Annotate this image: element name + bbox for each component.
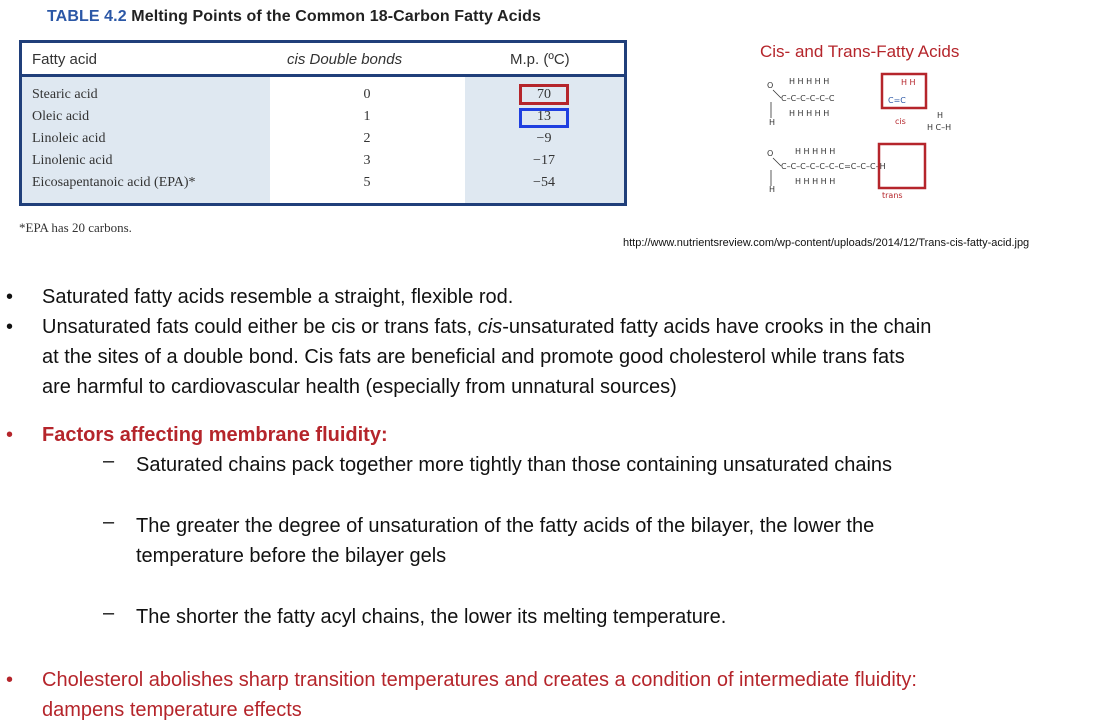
- top-h-row: H H H H H: [789, 77, 830, 86]
- cis-h: H H: [901, 78, 916, 87]
- header-melting-point: M.p. (ºC): [510, 51, 570, 68]
- bottom-h-row: H H H H H: [789, 109, 830, 118]
- bullet-unsaturated-line2: at the sites of a double bond. Cis fats are beneficial and promote good cholesterol while trans fats: [42, 346, 905, 368]
- oxygen-label: O: [767, 149, 774, 158]
- oxygen-label: O: [767, 81, 774, 90]
- dash-marker: –: [103, 602, 115, 624]
- melting-point: −9: [536, 131, 552, 146]
- figure-source-url: http://www.nutrientsreview.com/wp-content/uploads/2014/12/Trans-cis-fatty-acid.jpg: [623, 237, 1030, 249]
- bullet-unsaturated: [42, 312, 1102, 402]
- figure-title: Cis- and Trans-Fatty Acids: [760, 42, 960, 61]
- trans-label: trans: [882, 191, 903, 200]
- table-title: [47, 8, 541, 26]
- cholesterol-line2: dampens temperature effects: [42, 699, 302, 721]
- double-bond-count: 0: [363, 87, 371, 102]
- table-footnote: *EPA has 20 carbons.: [19, 220, 132, 235]
- cis-double-bond: C=C: [888, 96, 906, 105]
- highlight-box-blue: [519, 108, 569, 128]
- double-bond-count: 3: [363, 153, 371, 168]
- table-number: TABLE 4.2: [47, 8, 127, 25]
- melting-point: 70: [537, 87, 551, 102]
- sub-bullet-saturated-chains: Saturated chains pack together more tightly than those containing unsaturated chains: [136, 454, 893, 476]
- cis-label: cis: [895, 117, 906, 126]
- hydrogen-label: H: [769, 185, 776, 194]
- double-bond-count: 1: [363, 109, 371, 124]
- cis-tail: H C–H: [927, 123, 952, 132]
- cholesterol-line1: Cholesterol abolishes sharp transition temperatures and creates a condition of intermediate fluidity:: [42, 669, 917, 691]
- fatty-acid-name: Eicosapentanoic acid (EPA)*: [32, 175, 196, 190]
- fatty-acid-structure-diagram: [755, 68, 985, 208]
- carbon-chain-text: C–C–C–C–C–C–C=C–C–C–H: [781, 162, 886, 171]
- bullet-unsaturated-line1: [42, 312, 1102, 342]
- dash-marker: –: [103, 450, 115, 472]
- cis-tail-h: H: [937, 111, 944, 120]
- text-segment: Unsaturated fats could either be cis or trans fats,: [42, 316, 478, 338]
- cis-molecule: [767, 74, 951, 132]
- melting-point: −54: [533, 175, 555, 190]
- trans-molecule: [767, 144, 925, 200]
- double-bond-count: 5: [363, 175, 371, 190]
- double-bond-count: 2: [363, 131, 371, 146]
- header-cis-double-bonds: cis Double bonds: [287, 51, 403, 68]
- carbon-chain-text: C–C–C–C–C–C: [781, 94, 835, 103]
- melting-point: 13: [537, 109, 551, 124]
- bullet-saturated: Saturated fatty acids resemble a straight, flexible rod.: [42, 286, 514, 308]
- text-emphasis: cis: [477, 316, 503, 338]
- melting-point: −17: [533, 153, 555, 168]
- bullet-marker: •: [6, 669, 14, 691]
- fatty-acid-name: Linolenic acid: [32, 153, 113, 168]
- fatty-acid-name: Stearic acid: [32, 87, 98, 102]
- bottom-h-row: H H H H H: [795, 177, 836, 186]
- bullet-unsaturated-line3: are harmful to cardiovascular health (especially from unnatural sources): [42, 376, 677, 398]
- top-h-row: H H H H H: [795, 147, 836, 156]
- trans-highlight-box: [879, 144, 925, 188]
- header-fatty-acid: Fatty acid: [32, 51, 98, 68]
- hydrogen-label: H: [769, 118, 776, 127]
- table-title-text: Melting Points of the Common 18-Carbon Fatty Acids: [131, 8, 542, 25]
- bullet-marker: •: [6, 424, 14, 446]
- factors-heading: Factors affecting membrane fluidity:: [42, 424, 388, 446]
- table-header-row: [22, 43, 624, 77]
- sub-bullet-line: temperature before the bilayer gels: [136, 545, 447, 567]
- bullet-cholesterol: [42, 665, 1102, 725]
- dash-marker: –: [103, 511, 115, 533]
- sub-bullet-chain-length: The shorter the fatty acyl chains, the lower its melting temperature.: [136, 606, 727, 628]
- highlight-box-red: [519, 84, 569, 105]
- fatty-acid-name: Linoleic acid: [32, 131, 106, 146]
- sub-bullet-line: The greater the degree of unsaturation of the fatty acids of the bilayer, the lower the: [136, 515, 875, 537]
- bullet-marker: •: [6, 316, 14, 338]
- fatty-acid-name: Oleic acid: [32, 109, 90, 124]
- melting-points-table: [19, 40, 627, 206]
- sub-bullet-unsaturation: [136, 511, 1086, 571]
- bullet-marker: •: [6, 286, 14, 308]
- text-segment: -unsaturated fatty acids have crooks in the chain: [502, 316, 932, 338]
